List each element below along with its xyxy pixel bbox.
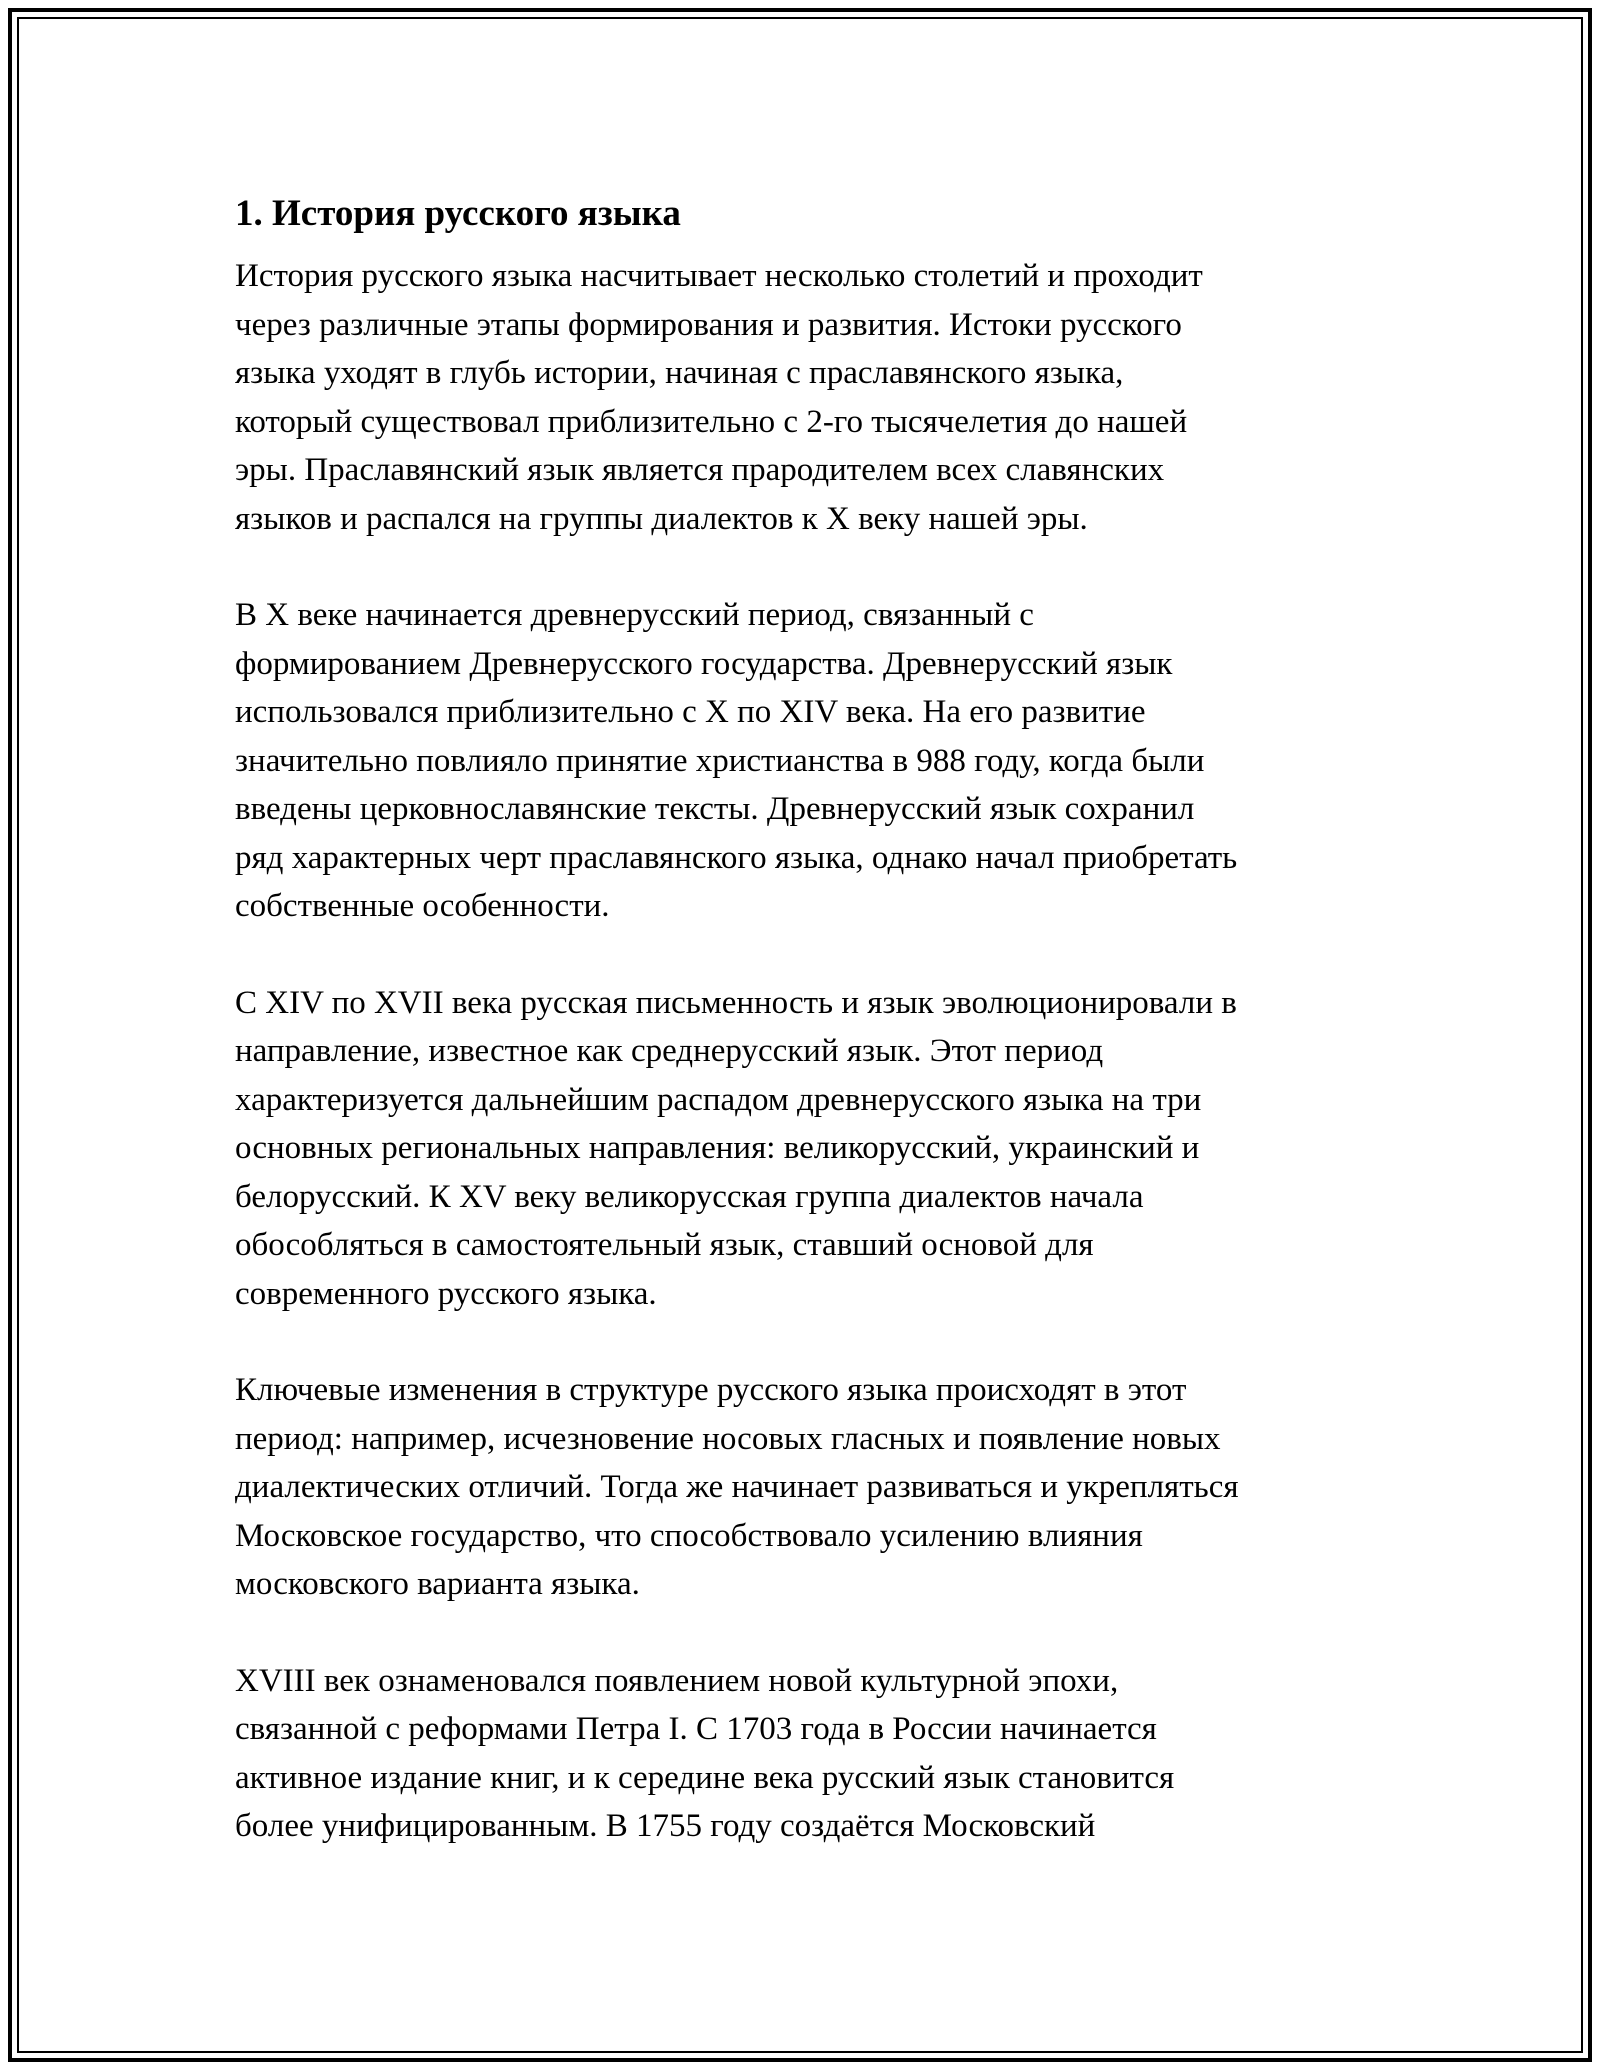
paragraph-line: характеризуется дальнейшим распадом древнерусского языка на три <box>235 1081 1202 1118</box>
paragraph-4 <box>235 1366 1375 1609</box>
paragraph-line: направление, известное как среднерусский язык. Этот период <box>235 1033 1104 1069</box>
paragraph-line: современного русского языка. <box>235 1275 657 1312</box>
paragraph-line: диалектических отличий. Тогда же начинает развиваться и укрепляться <box>235 1469 1239 1505</box>
paragraph-line: В X веке начинается древнерусский период, связанный с <box>235 597 1034 633</box>
paragraph-line: собственные особенности. <box>235 888 610 924</box>
paragraph-line: через различные этапы формирования и развития. Истоки русского <box>235 306 1182 343</box>
paragraph-line: формированием Древнерусского государства. Древнерусский язык <box>235 645 1173 682</box>
document-body <box>235 186 1375 1899</box>
paragraph-line: более унифицированным. В 1755 году создаётся Московский <box>235 1808 1096 1844</box>
paragraph-line: обособляться в самостоятельный язык, ставший основой для <box>235 1227 1094 1263</box>
document-title: 1. История русского языка <box>235 193 681 234</box>
paragraph-line: Ключевые изменения в структуре русского языка происходят в этот <box>235 1372 1187 1408</box>
paragraph-line: История русского языка насчитывает несколько столетий и проходит <box>235 258 1203 294</box>
paragraph-line: ряд характерных черт праславянского языка, однако начал приобретать <box>235 839 1238 876</box>
paragraph-line: эры. Праславянский язык является прародителем всех славянских <box>235 452 1165 488</box>
paragraph-3 <box>235 979 1375 1319</box>
paragraph-line: Московское государство, что способствовало усилению влияния <box>235 1517 1143 1554</box>
paragraph-line: белорусский. К XV веку великорусская группа диалектов начала <box>235 1178 1144 1215</box>
paragraph-line: который существовал приблизительно с 2-го тысячелетия до нашей <box>235 403 1188 440</box>
paragraph-2 <box>235 591 1375 931</box>
paragraph-line: период: например, исчезновение носовых гласных и появление новых <box>235 1420 1221 1457</box>
paragraph-line: С XIV по XVII века русская письменность и язык эволюционировали в <box>235 984 1237 1021</box>
paragraph-line: московского варианта языка. <box>235 1566 640 1602</box>
paragraph-line: значительно повлияло принятие христианства в 988 году, когда были <box>235 742 1205 779</box>
paragraph-line: связанной с реформами Петра I. С 1703 года в России начинается <box>235 1711 1157 1747</box>
paragraph-line: XVIII век ознаменовался появлением новой культурной эпохи, <box>235 1662 1119 1699</box>
paragraph-line: активное издание книг, и к середине века русский язык становится <box>235 1759 1175 1796</box>
paragraph-line: использовался приблизительно с X по XIV века. На его развитие <box>235 694 1146 730</box>
paragraph-line: языков и распался на группы диалектов к X веку нашей эры. <box>235 500 1088 537</box>
paragraph-line: языка уходят в глубь истории, начиная с праславянского языка, <box>235 355 1124 391</box>
paragraph-5 <box>235 1657 1375 1851</box>
paragraph-line: основных региональных направления: великорусский, украинский и <box>235 1130 1200 1166</box>
paragraph-line: введены церковнославянские тексты. Древнерусский язык сохранил <box>235 791 1195 827</box>
paragraph-1 <box>235 252 1375 543</box>
